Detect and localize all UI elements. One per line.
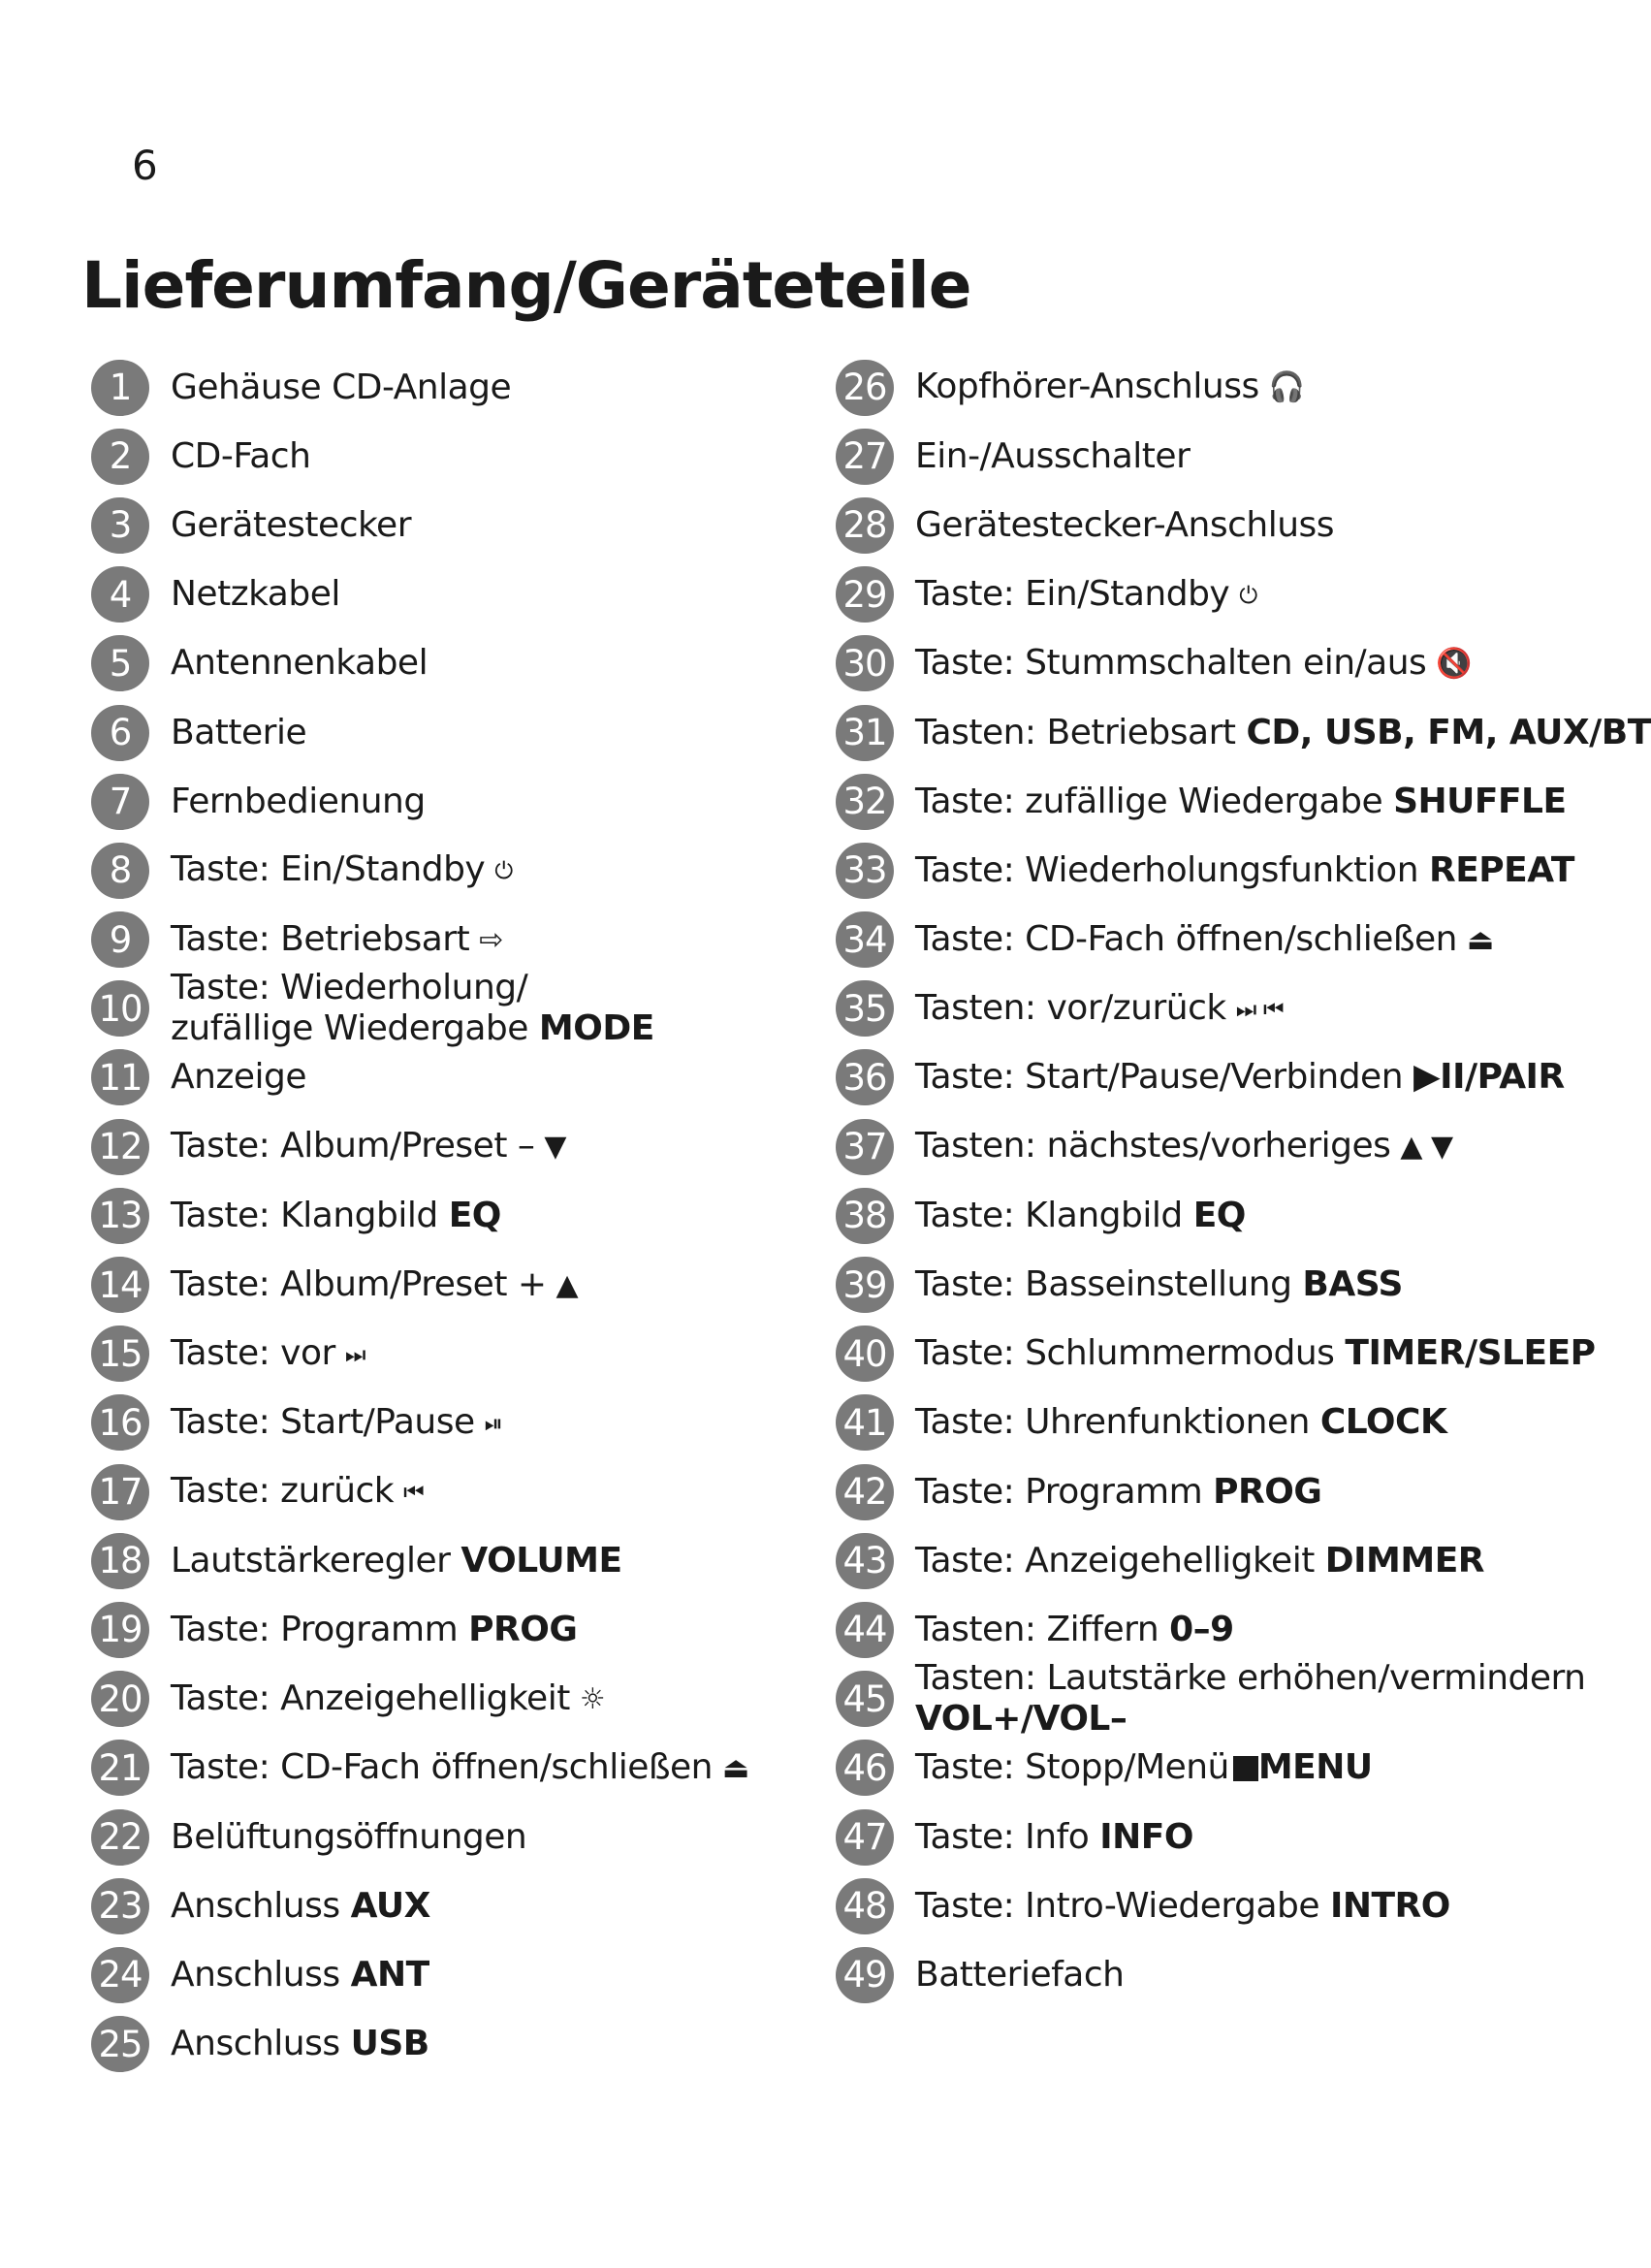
- function-icon: ⇨: [479, 922, 503, 957]
- item-keyword: ANT: [350, 1954, 429, 1995]
- item-text: Taste: CD-Fach öffnen/schließen: [171, 1746, 713, 1787]
- item-number-badge: 45: [836, 1671, 894, 1727]
- item-text-line2: [915, 1699, 1586, 1740]
- item-number-badge: 41: [836, 1394, 894, 1451]
- item-label: [915, 1333, 1596, 1374]
- function-icon: ⏭ ⏮: [1235, 995, 1285, 1023]
- item-text: Taste: Stopp/Menü: [915, 1747, 1229, 1788]
- item-keyword: BASS: [1302, 1264, 1403, 1305]
- item-label: [171, 713, 306, 753]
- item-text: Taste: Intro-Wiedergabe: [915, 1885, 1320, 1926]
- item-text: Anzeige: [171, 1057, 306, 1098]
- item-number-badge: 11: [91, 1049, 149, 1105]
- item-number-badge: 18: [91, 1533, 149, 1589]
- item-label: [171, 436, 310, 477]
- item-number-badge: 10: [91, 980, 149, 1037]
- list-item: [91, 1734, 809, 1803]
- item-number-badge: 34: [836, 911, 894, 968]
- item-label: [171, 505, 411, 546]
- list-item: [91, 1595, 809, 1664]
- item-number-badge: 44: [836, 1602, 894, 1658]
- item-text: Tasten: nächstes/vorheriges: [915, 1126, 1391, 1166]
- list-item: [836, 974, 1592, 1043]
- item-number-badge: 24: [91, 1947, 149, 2003]
- item-text: Taste: zufällige Wiedergabe: [915, 781, 1383, 821]
- item-number-badge: 31: [836, 705, 894, 761]
- list-item: [91, 836, 809, 905]
- item-label: [171, 1817, 526, 1858]
- item-number-badge: 27: [836, 429, 894, 485]
- item-label: [915, 1126, 1453, 1167]
- item-label: [171, 1057, 306, 1098]
- item-keyword: EQ: [448, 1195, 501, 1235]
- item-number-badge: 12: [91, 1119, 149, 1175]
- function-icon: ⏏: [722, 1750, 749, 1785]
- item-number-badge: 15: [91, 1326, 149, 1382]
- item-number-badge: 1: [91, 360, 149, 416]
- item-label: [171, 919, 503, 961]
- list-item: [836, 1658, 1592, 1740]
- item-text: Taste: Album/Preset +: [171, 1263, 547, 1304]
- list-item: [836, 1043, 1592, 1112]
- item-number-badge: 3: [91, 497, 149, 554]
- item-label: [915, 367, 1305, 408]
- function-icon: ▲: [556, 1267, 579, 1302]
- item-label: [171, 1886, 430, 1927]
- item-label: [915, 505, 1334, 546]
- list-item: [836, 1871, 1592, 1940]
- item-text: Taste: Start/Pause/Verbinden: [915, 1057, 1404, 1098]
- item-label: [171, 1678, 605, 1720]
- item-text: CD-Fach: [171, 435, 311, 476]
- item-text: Antennenkabel: [171, 643, 429, 684]
- item-number-badge: 29: [836, 566, 894, 623]
- page-number: 6: [132, 142, 158, 189]
- item-text: Tasten: vor/zurück: [915, 987, 1226, 1028]
- item-text: Taste: Album/Preset –: [171, 1126, 535, 1166]
- item-text: Taste: Ein/Standby: [171, 849, 486, 890]
- list-item: [836, 1734, 1592, 1803]
- item-number-badge: 22: [91, 1809, 149, 1866]
- item-label: [915, 1817, 1193, 1858]
- item-number-badge: 33: [836, 843, 894, 899]
- item-label: [171, 849, 513, 891]
- list-item: [836, 422, 1592, 491]
- item-keyword: PROG: [1213, 1471, 1322, 1512]
- list-item: [91, 1389, 809, 1457]
- function-icon: ▲ ▼: [1400, 1130, 1453, 1165]
- item-number-badge: 49: [836, 1947, 894, 2003]
- list-item: [836, 698, 1651, 767]
- item-number-badge: 30: [836, 635, 894, 691]
- list-item: [91, 422, 809, 491]
- item-text: Taste: Start/Pause: [171, 1401, 475, 1442]
- item-number-badge: 39: [836, 1257, 894, 1313]
- item-text: Taste: Ein/Standby: [915, 573, 1230, 614]
- item-number-badge: 21: [91, 1740, 149, 1796]
- item-number-badge: 38: [836, 1188, 894, 1244]
- item-text: Taste: CD-Fach öffnen/schließen: [915, 918, 1457, 959]
- list-item: [91, 1250, 809, 1319]
- stop-icon: [1233, 1756, 1258, 1781]
- list-item: [836, 1526, 1592, 1595]
- item-number-badge: 42: [836, 1464, 894, 1520]
- item-number-badge: 19: [91, 1602, 149, 1658]
- item-label: [915, 1747, 1373, 1788]
- function-icon: ⏯: [484, 1409, 503, 1437]
- item-keyword: SHUFFLE: [1393, 781, 1567, 821]
- item-label: [915, 574, 1257, 616]
- item-number-badge: 25: [91, 2016, 149, 2072]
- item-text: Taste: Klangbild: [915, 1195, 1183, 1235]
- list-item: [91, 560, 809, 629]
- item-number-badge: 4: [91, 566, 149, 623]
- item-label: [915, 1196, 1246, 1236]
- list-item: [836, 836, 1592, 905]
- item-number-badge: 47: [836, 1809, 894, 1866]
- item-label: [915, 850, 1574, 891]
- list-item: [836, 560, 1592, 629]
- item-text-line2: zufällige Wiedergabe MODE: [171, 1008, 654, 1049]
- item-label: [915, 782, 1567, 822]
- item-label: [171, 367, 511, 408]
- item-keyword: VOL+/VOL–: [915, 1699, 1127, 1740]
- item-number-badge: 7: [91, 774, 149, 830]
- list-item: [91, 1112, 809, 1181]
- item-label: [171, 1264, 578, 1306]
- list-item: [91, 1526, 809, 1595]
- item-label: [915, 1402, 1446, 1443]
- item-keyword: 0–9: [1169, 1609, 1234, 1649]
- item-text: Taste: Anzeigehelligkeit: [915, 1540, 1315, 1581]
- item-text: Anschluss: [171, 1954, 340, 1995]
- item-text: Taste: Schlummermodus: [915, 1333, 1335, 1374]
- list-item: [91, 1181, 809, 1250]
- function-icon: ☼: [579, 1681, 606, 1716]
- list-item: [836, 1940, 1592, 2009]
- item-keyword: MODE: [538, 1008, 654, 1049]
- item-number-badge: 48: [836, 1878, 894, 1934]
- function-icon: ▼: [544, 1130, 566, 1165]
- item-text: Tasten: Ziffern: [915, 1609, 1159, 1649]
- function-icon: 🔇: [1436, 646, 1473, 681]
- item-keyword: ▶II/PAIR: [1413, 1057, 1565, 1098]
- function-icon: 🎧: [1268, 370, 1305, 405]
- item-label: [915, 988, 1284, 1030]
- parts-list-left: [91, 353, 809, 2079]
- item-text: Tasten: Betriebsart: [915, 712, 1236, 752]
- item-number-badge: 5: [91, 635, 149, 691]
- list-item: [91, 1871, 809, 1940]
- item-keyword: INTRO: [1329, 1885, 1450, 1926]
- item-label: [171, 782, 426, 822]
- item-keyword: PROG: [468, 1609, 578, 1649]
- item-label: [915, 1886, 1450, 1927]
- list-item: [836, 1112, 1592, 1181]
- item-text: Taste: Wiederholungsfunktion: [915, 849, 1419, 890]
- item-label: [915, 713, 1651, 753]
- item-keyword: VOLUME: [460, 1540, 622, 1581]
- item-number-badge: 17: [91, 1464, 149, 1520]
- list-item: [836, 1803, 1592, 1871]
- item-number-badge: 2: [91, 429, 149, 485]
- item-number-badge: 28: [836, 497, 894, 554]
- item-label: [915, 1658, 1586, 1740]
- item-number-badge: 14: [91, 1257, 149, 1313]
- item-text: Taste: Programm: [915, 1471, 1203, 1512]
- list-item: [91, 1043, 809, 1112]
- item-label: [915, 1610, 1234, 1650]
- list-item: [836, 767, 1592, 836]
- list-item: [836, 629, 1592, 698]
- item-label: [171, 1541, 622, 1581]
- list-item: [836, 1595, 1592, 1664]
- item-text: Batterie: [171, 712, 307, 752]
- item-text: Taste: Stummschalten ein/aus: [915, 642, 1427, 683]
- item-text: Taste: Basseinstellung: [915, 1264, 1292, 1305]
- list-item: [836, 1320, 1596, 1389]
- item-text: Taste: Programm: [171, 1609, 459, 1649]
- function-icon: ⏻: [1239, 581, 1257, 609]
- item-number-badge: 16: [91, 1394, 149, 1451]
- item-number-badge: 20: [91, 1671, 149, 1727]
- item-label: [171, 1747, 749, 1789]
- item-keyword: CLOCK: [1319, 1402, 1447, 1443]
- item-label: [915, 1057, 1565, 1098]
- item-text: Netzkabel: [171, 574, 340, 615]
- item-text: Anschluss: [171, 1885, 340, 1926]
- item-number-badge: 40: [836, 1326, 894, 1382]
- item-text: Tasten: Lautstärke erhöhen/vermindern: [915, 1658, 1586, 1699]
- item-text: Ein-/Ausschalter: [915, 435, 1191, 476]
- item-number-badge: 35: [836, 980, 894, 1037]
- list-item: [91, 629, 809, 698]
- item-label: [915, 643, 1472, 685]
- item-keyword: DIMMER: [1324, 1540, 1485, 1581]
- item-number-badge: 37: [836, 1119, 894, 1175]
- item-label: [171, 574, 340, 615]
- item-text: Kopfhörer-Anschluss: [915, 367, 1259, 407]
- item-label: [915, 1955, 1124, 1996]
- item-number-badge: 46: [836, 1740, 894, 1796]
- function-icon: ⏮: [403, 1479, 425, 1507]
- item-text: Taste: Wiederholung/: [171, 968, 528, 1008]
- list-item: [91, 767, 809, 836]
- item-number-badge: 26: [836, 360, 894, 416]
- item-label: [171, 643, 428, 684]
- item-label: [171, 1402, 502, 1444]
- list-item: [91, 2010, 809, 2079]
- item-keyword: MENU: [1257, 1747, 1373, 1788]
- item-number-badge: 32: [836, 774, 894, 830]
- item-label: [171, 2024, 429, 2064]
- item-label: [915, 1472, 1321, 1513]
- list-item: [91, 906, 809, 974]
- item-label: [915, 1264, 1403, 1305]
- parts-list-right: [836, 353, 1651, 2010]
- list-item: [91, 1320, 809, 1389]
- item-keyword: AUX: [350, 1885, 430, 1926]
- item-keyword: REPEAT: [1428, 849, 1574, 890]
- item-text: Gehäuse CD-Anlage: [171, 367, 512, 407]
- item-label: [171, 1955, 429, 1996]
- item-text: Lautstärkeregler: [171, 1540, 451, 1581]
- item-text: Taste: Anzeigehelligkeit: [171, 1677, 570, 1718]
- list-item: [836, 1457, 1592, 1526]
- item-number-badge: 9: [91, 911, 149, 968]
- list-item: [91, 491, 809, 559]
- item-number-badge: 36: [836, 1049, 894, 1105]
- item-label: [915, 1541, 1484, 1581]
- item-text: Gerätestecker-Anschluss: [915, 504, 1335, 545]
- item-number-badge: 6: [91, 705, 149, 761]
- list-item: [91, 698, 809, 767]
- item-number-badge: 23: [91, 1878, 149, 1934]
- item-number-badge: 13: [91, 1188, 149, 1244]
- function-icon: ⏭: [344, 1340, 365, 1368]
- list-item: [91, 1940, 809, 2009]
- item-label: [171, 1471, 424, 1513]
- item-keyword: TIMER/SLEEP: [1345, 1333, 1596, 1374]
- item-text: Belüftungsöffnungen: [171, 1816, 527, 1857]
- function-icon: ⏻: [494, 857, 513, 885]
- item-text: Taste: Klangbild: [171, 1195, 438, 1235]
- list-item: [836, 1389, 1592, 1457]
- item-text: Batteriefach: [915, 1954, 1125, 1995]
- list-item: [836, 906, 1592, 974]
- item-keyword: USB: [350, 2024, 429, 2064]
- item-label: [171, 1126, 566, 1167]
- item-text: Taste: Betriebsart: [171, 918, 470, 959]
- item-label: [915, 919, 1494, 961]
- item-label: [171, 968, 654, 1049]
- item-text: Fernbedienung: [171, 781, 426, 821]
- item-text: Taste: Info: [915, 1816, 1090, 1857]
- item-label: [171, 1333, 365, 1375]
- list-item: [836, 1250, 1592, 1319]
- list-item: [91, 968, 809, 1049]
- item-text: Anschluss: [171, 2024, 340, 2064]
- item-label: [171, 1196, 501, 1236]
- list-item: [91, 1665, 809, 1734]
- item-keyword: INFO: [1099, 1816, 1193, 1857]
- list-item: [91, 353, 809, 422]
- function-icon: ⏏: [1467, 922, 1494, 957]
- item-keyword: EQ: [1192, 1195, 1246, 1235]
- list-item: [91, 1803, 809, 1871]
- item-number-badge: 43: [836, 1533, 894, 1589]
- list-item: [836, 491, 1592, 559]
- item-text: Gerätestecker: [171, 504, 411, 545]
- item-text: Taste: Uhrenfunktionen: [915, 1402, 1310, 1443]
- item-keyword: CD, USB, FM, AUX/BT: [1246, 712, 1651, 752]
- item-number-badge: 8: [91, 843, 149, 899]
- item-text: Taste: zurück: [171, 1471, 395, 1512]
- page-title: Lieferumfang/Geräteteile: [81, 248, 971, 323]
- list-item: [836, 1181, 1592, 1250]
- item-label: [171, 1610, 577, 1650]
- item-label: [915, 436, 1190, 477]
- list-item: [836, 353, 1592, 422]
- item-text: Taste: vor: [171, 1332, 335, 1373]
- list-item: [91, 1457, 809, 1526]
